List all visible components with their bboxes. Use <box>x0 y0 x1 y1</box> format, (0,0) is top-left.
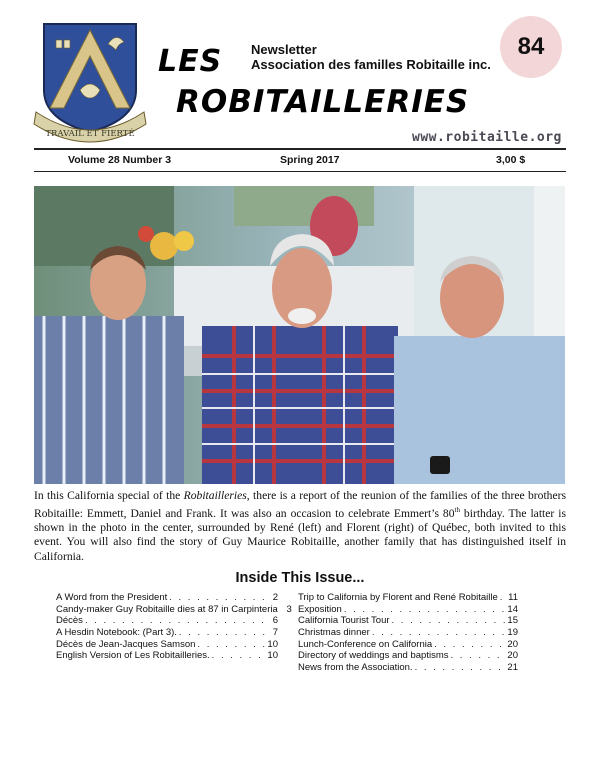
toc-entry[interactable] <box>298 662 518 674</box>
issue-price: 3,00 $ <box>496 154 526 166</box>
toc-left-column <box>56 592 292 662</box>
toc-entry[interactable] <box>56 639 278 651</box>
toc-entry[interactable] <box>56 615 278 627</box>
issue-season: Spring 2017 <box>280 154 340 166</box>
toc-entry[interactable] <box>298 627 518 639</box>
toc-entry[interactable] <box>56 603 292 616</box>
toc-page: 14 <box>507 603 518 615</box>
toc-page: 10 <box>267 650 278 662</box>
toc-title: Exposition <box>298 603 342 615</box>
toc-title: Christmas dinner <box>298 627 370 639</box>
toc-entry[interactable] <box>298 639 518 651</box>
toc-leader-dots <box>451 650 506 662</box>
caption-superscript: th <box>454 506 460 515</box>
toc-page: 15 <box>507 615 518 627</box>
caption-body-end: birthday. The latter is shown in the photo in the center, surrounded by René (left) and Florent (right) of Québec, both invited to this event. You will also find the story of Guy Maurice Robitaille, another family that has distinguished itself in California. <box>34 507 566 563</box>
masthead-rule-bottom <box>34 171 566 172</box>
crest-motto: TRAVAIL ET FIERTÉ <box>45 129 135 139</box>
toc-page: 10 <box>267 638 278 650</box>
toc-title: California Tourist Tour <box>298 615 390 627</box>
toc-page: 2 <box>272 592 278 603</box>
masthead-title-robitailleries: ROBITAILLERIES <box>176 84 470 120</box>
toc-page: 20 <box>507 650 518 662</box>
photo-caption <box>34 489 566 564</box>
toc-title: News from the Association. <box>298 662 413 674</box>
newsletter-subtitle <box>251 42 491 72</box>
toc-title: A Hesdin Notebook: (Part 3). <box>56 627 177 639</box>
toc-title: Décès <box>56 615 83 627</box>
toc-entry[interactable] <box>56 650 278 662</box>
toc-page: 7 <box>272 627 278 639</box>
issue-info-bar <box>34 152 566 170</box>
toc-leader-dots <box>197 639 265 651</box>
coat-of-arms-logo <box>30 20 150 150</box>
toc-right-column <box>298 592 518 674</box>
toc-title: English Version of Les Robitailleries. <box>56 650 210 662</box>
masthead-title-les: LES <box>158 44 223 79</box>
volume-number: Volume 28 Number 3 <box>68 154 172 166</box>
toc-page: 3 <box>286 603 292 615</box>
caption-body: , there is a report of the reunion of the families of the three brothers Robitaille: Emmett, Daniel and Frank. It was also an occasion to celebrate Emmert’s 80 <box>34 489 566 521</box>
caption-intro: In this California special of the <box>34 489 184 502</box>
toc-title: Décès de Jean-Jacques Samson <box>56 638 196 650</box>
toc-entry[interactable] <box>298 650 518 662</box>
toc-entry[interactable] <box>298 592 518 604</box>
toc-title: A Word from the President <box>56 592 168 603</box>
caption-publication-name: Robitailleries <box>183 489 247 502</box>
newsletter-label: Newsletter <box>251 42 317 57</box>
association-name: Association des familles Robitaille inc. <box>251 57 491 72</box>
toc-leader-dots <box>415 662 506 674</box>
toc-page: 21 <box>507 662 518 674</box>
toc-title: Trip to California by Florent and René Robitaille <box>298 592 498 603</box>
toc-leader-dots <box>212 650 266 662</box>
toc-leader-dots <box>372 627 506 639</box>
issue-number-badge: 84 <box>500 16 562 78</box>
toc-leader-dots <box>169 592 266 604</box>
toc-entry[interactable] <box>298 615 518 627</box>
toc-leader-dots <box>179 627 266 639</box>
toc-leader-dots <box>344 604 506 616</box>
toc-page: 19 <box>507 627 518 639</box>
toc-leader-dots <box>434 639 505 651</box>
masthead-rule-top <box>34 148 566 150</box>
toc-leader-dots <box>500 592 506 604</box>
cover-photo <box>34 186 565 484</box>
toc-entry[interactable] <box>298 604 518 616</box>
toc-title: Lunch-Conference on California <box>298 638 433 650</box>
toc-title: Candy-maker Guy Robitaille dies at 87 in Carpinteria <box>56 603 278 615</box>
toc-page: 6 <box>272 615 278 627</box>
toc-entry[interactable] <box>56 627 278 639</box>
toc-title: Directory of weddings and baptisms <box>298 650 449 662</box>
toc-leader-dots <box>392 615 506 627</box>
inside-this-issue-heading: Inside This Issue... <box>235 570 365 586</box>
toc-page: 20 <box>507 638 518 650</box>
toc-leader-dots <box>85 615 266 627</box>
website-link[interactable]: www.robitaille.org <box>412 130 562 145</box>
toc-page: 11 <box>508 592 518 603</box>
toc-entry[interactable] <box>56 592 278 604</box>
